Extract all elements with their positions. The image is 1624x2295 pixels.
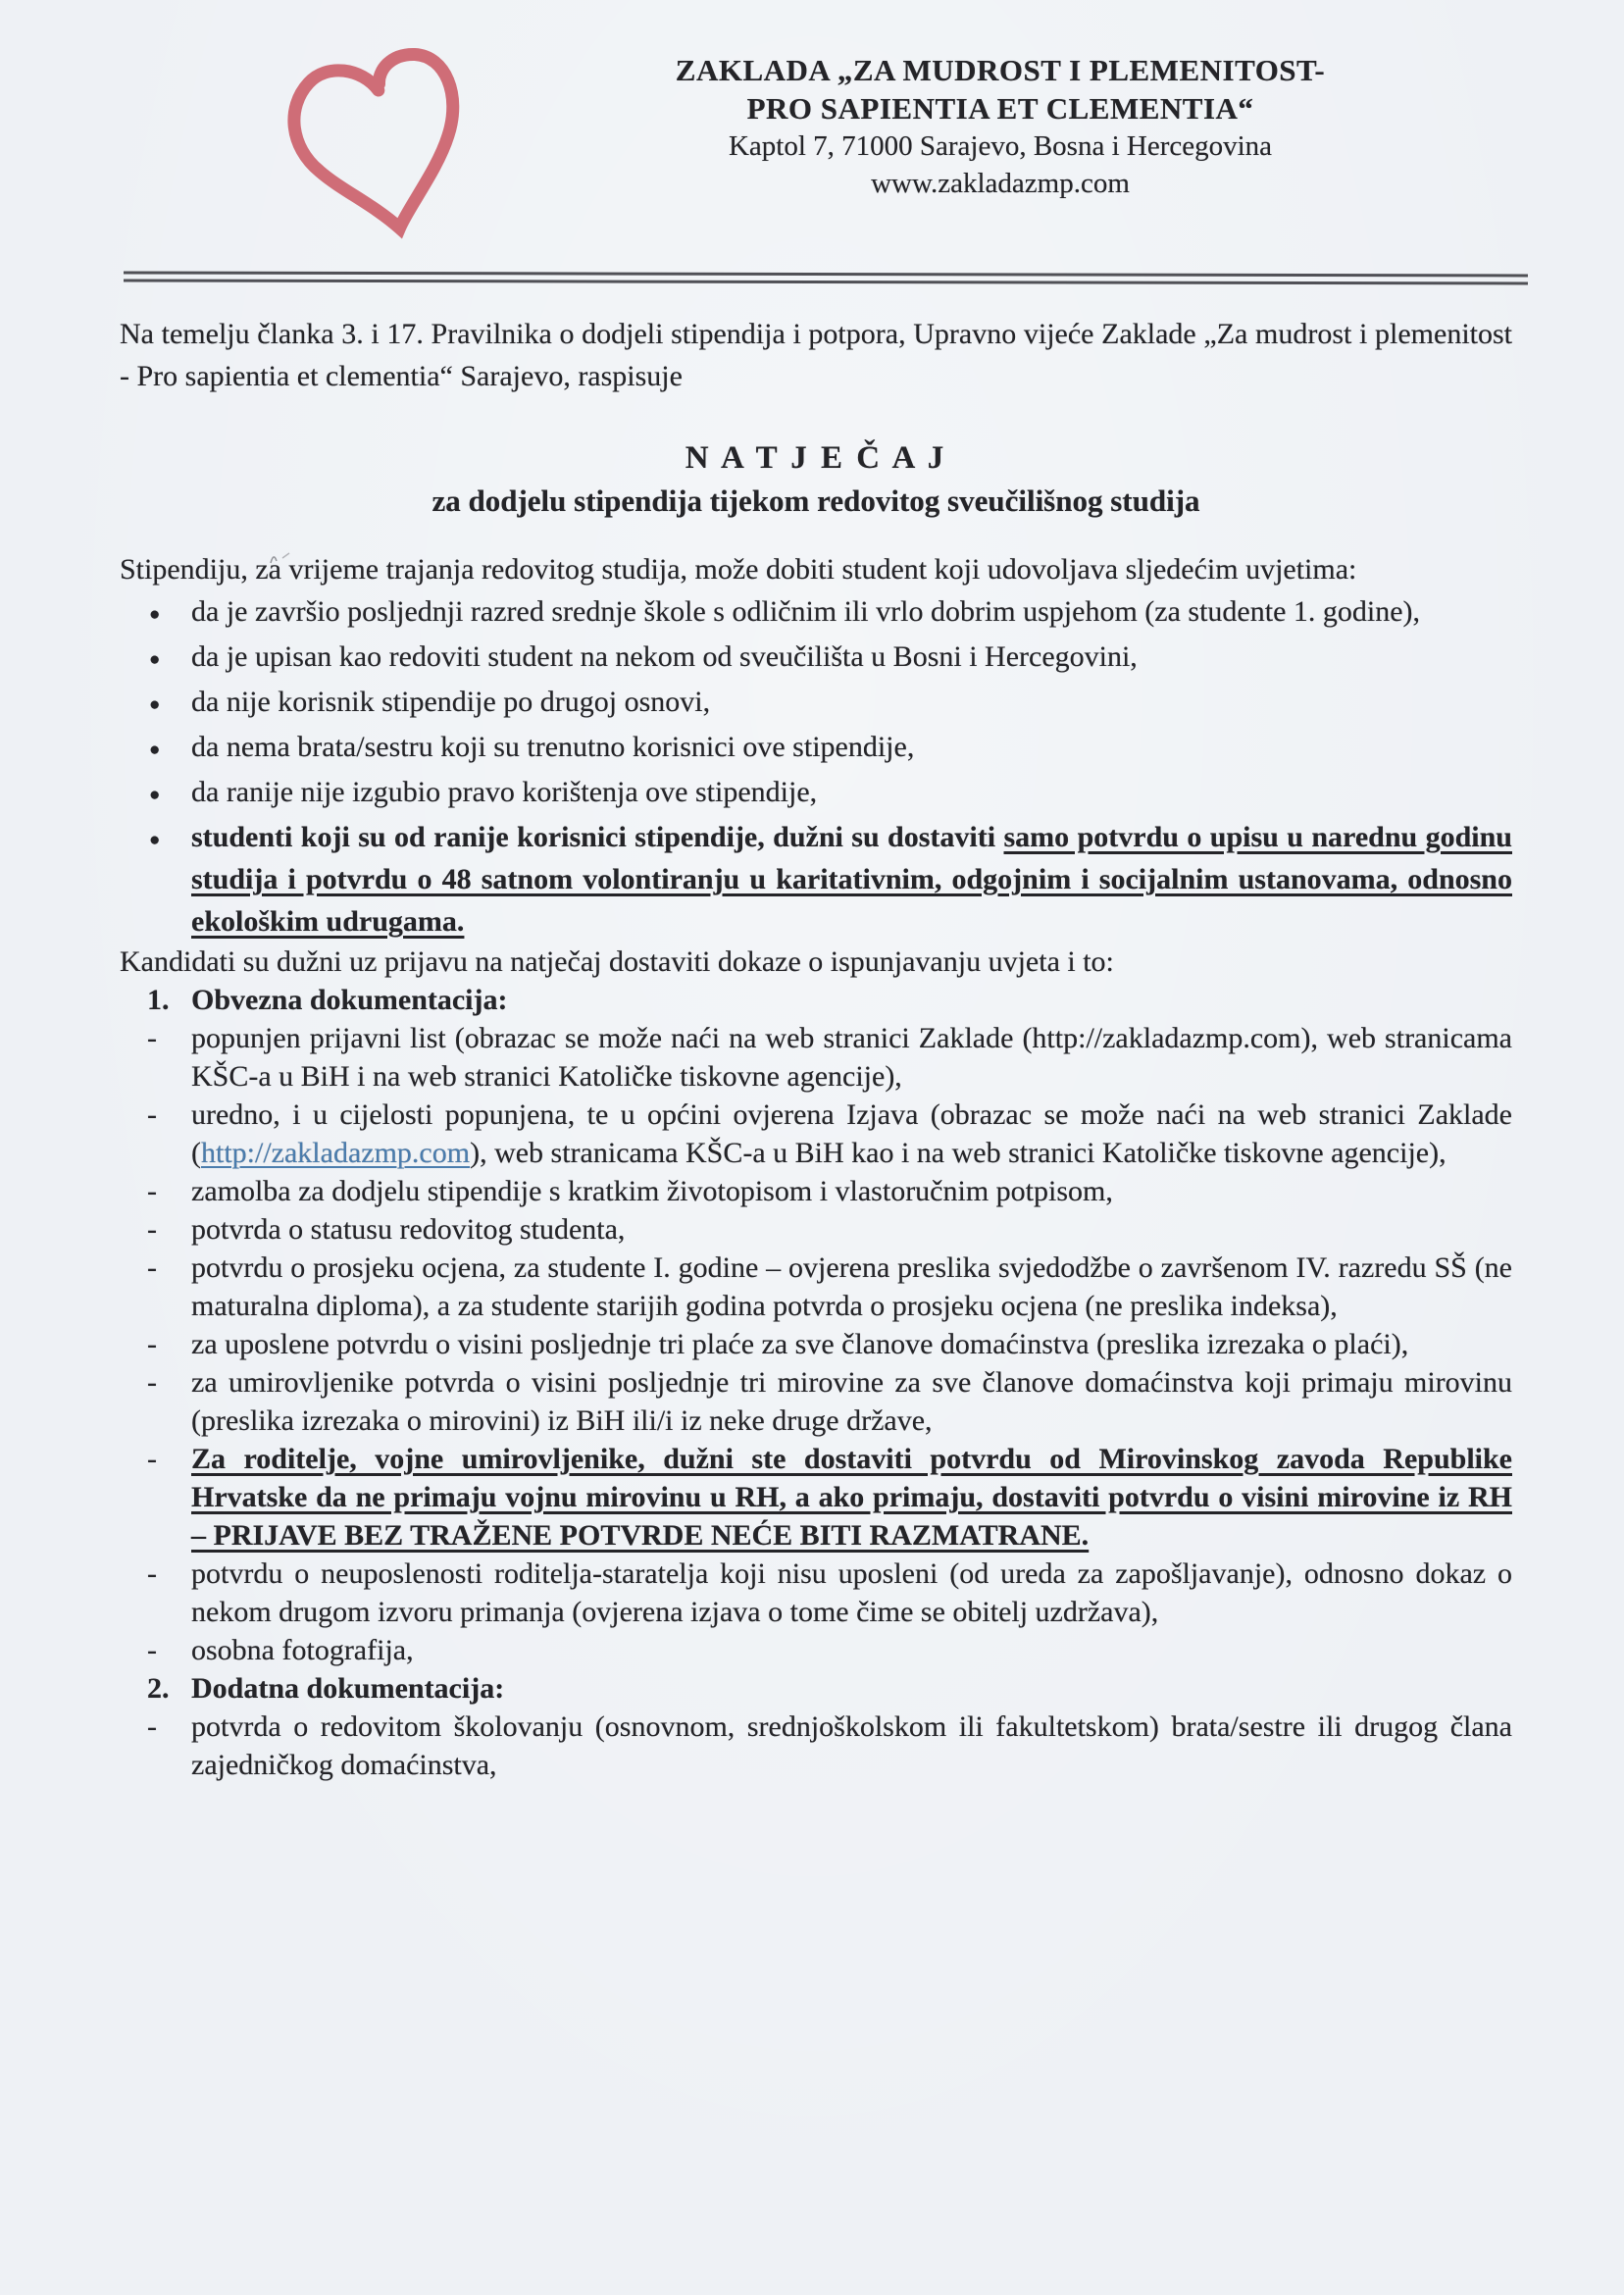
list-item-text: potvrdu o neuposlenosti roditelja-staratelja koji nisu uposleni (od ureda za zapošljavanje), odnosno dokaz o nekom drugom izvoru primanja (ovjerena izjava o tome čime se obitelj uzdržava),: [191, 1557, 1512, 1628]
conditions-intro-text: Stipendiju, za vrijeme trajanja redovitog studija, može dobiti student koji udovoljava sljedećim uvjetima:: [120, 553, 1357, 586]
dash-marker: -: [147, 1443, 157, 1475]
list-item-text: potvrda o redovitom školovanju (osnovnom, srednjoškolskom ili fakultetskom) brata/sestre ili drugog člana zajedničkog domaćinstva,: [191, 1710, 1512, 1781]
list-item-text: zamolba za dodjelu stipendije s kratkim životopisom i vlastoručnim potpisom,: [191, 1175, 1113, 1207]
document-body: [0, 283, 1624, 1784]
section-heading-1: [120, 981, 1512, 1019]
link-item-after: ), web stranicama KŠC-a u BiH kao i na web stranici Katoličke tiskovne agencije),: [470, 1137, 1446, 1169]
final-bullet-underlined: samo potvrdu o upisu u narednu godinu studija i potvrdu o 48 satnom volontiranju u karitativnim, odgojnim i socijalnim ustanovama, odnosno ekološkim udrugama.: [191, 821, 1512, 938]
requirements-section: [120, 943, 1512, 1784]
bullet-icon: ●: [149, 740, 161, 760]
list-item: [147, 1631, 1512, 1669]
bullet-icon: ●: [149, 649, 161, 670]
list-item: [147, 1019, 1512, 1096]
bullet-icon: ●: [149, 785, 161, 805]
list-item: [147, 636, 1512, 681]
list-item: [147, 1210, 1512, 1249]
organization-block: [608, 51, 1393, 202]
list-item-text: da je završio posljednji razred srednje škole s odličnim ili vrlo dobrim uspjehom (za studente 1. godine),: [191, 595, 1421, 628]
dash-marker: -: [147, 1022, 157, 1054]
dash-marker: -: [147, 1366, 157, 1399]
section-number: 2.: [147, 1672, 170, 1705]
dash-marker: -: [147, 1213, 157, 1246]
list-item: [147, 726, 1512, 771]
organization-name-line2: PRO SAPIENTIA ET CLEMENTIA“: [746, 91, 1254, 126]
final-bullet-lead: studenti koji su od ranije korisnici stipendije, dužni su dostaviti: [191, 821, 1004, 853]
dash-marker: -: [147, 1098, 157, 1131]
list-item: [147, 590, 1512, 636]
organization-address: Kaptol 7, 71000 Sarajevo, Bosna i Hercegovina: [728, 130, 1273, 162]
list-item-text: [191, 1096, 1512, 1172]
list-item-text: za uposlene potvrdu o visini posljednje tri plaće za sve članove domaćinstva (preslika izrezaka o plaći),: [191, 1328, 1409, 1360]
list-item-text: [191, 816, 1512, 943]
list-item: [147, 1249, 1512, 1325]
dash-marker: -: [147, 1175, 157, 1207]
list-item-text: za umirovljenike potvrda o visini posljednje tri mirovine za sve članove domaćinstva koji primaju mirovinu (preslika izrezaka o mirovini) iz BiH ili/i iz neke druge države,: [191, 1366, 1512, 1437]
list-item: [147, 1172, 1512, 1210]
section-heading-2: [120, 1669, 1512, 1708]
organization-website: www.zakladazmp.com: [871, 168, 1130, 199]
list-item: [147, 1708, 1512, 1784]
list-item-emphasized: [147, 816, 1512, 943]
list-item-text: popunjen prijavni list (obrazac se može naći na web stranici Zaklade (http://zakladazmp.com), web stranicama KŠC-a u BiH i na web stranici Katoličke tiskovne agencije),: [191, 1022, 1512, 1093]
list-item-text: da nema brata/sestru koji su trenutno korisnici ove stipendije,: [191, 731, 915, 763]
list-item-text: da je upisan kao redoviti student na nekom od sveučilišta u Bosni i Hercegovini,: [191, 640, 1138, 673]
bullet-icon: ●: [149, 830, 161, 850]
list-item: [147, 1325, 1512, 1363]
section-number: 1.: [147, 984, 170, 1016]
list-item-text: da nije korisnik stipendije po drugoj osnovi,: [191, 686, 711, 718]
dash-marker: -: [147, 1710, 157, 1743]
list-item: [147, 681, 1512, 726]
zakladazmp-link[interactable]: http://zakladazmp.com: [201, 1137, 471, 1169]
additional-documents-list: [120, 1708, 1512, 1784]
section-title: Obvezna dokumentacija:: [191, 984, 508, 1016]
list-item-with-link: [147, 1096, 1512, 1172]
scan-smudge: [265, 535, 292, 577]
document-subtitle: za dodjelu stipendija tijekom redovitog sveučilišnog studija: [431, 484, 1200, 518]
document-title: N A T J E Č A J: [685, 440, 947, 476]
heart-logo-icon: [267, 39, 502, 255]
list-item-text: [191, 1440, 1512, 1555]
bullet-icon: ●: [149, 694, 161, 715]
dash-marker: -: [147, 1251, 157, 1284]
dash-marker: -: [147, 1634, 157, 1666]
list-item-emphasized: [147, 1440, 1512, 1555]
list-item-text: potvrdu o prosjeku ocjena, za studente I. godine – ovjerena preslika svjedodžbe o završenom IV. razredu SŠ (ne maturalna diploma), a za studente starijih godina potvrda o prosjeku ocjena (ne preslika indeksa),: [191, 1251, 1512, 1322]
mandatory-documents-list: [120, 1019, 1512, 1669]
list-item: [147, 1363, 1512, 1440]
letterhead: [0, 0, 1624, 271]
section-title: Dodatna dokumentacija:: [191, 1672, 505, 1705]
conditions-intro: [120, 548, 1512, 590]
list-item-text: osobna fotografija,: [191, 1634, 414, 1666]
list-item-text: potvrda o statusu redovitog studenta,: [191, 1213, 626, 1246]
dash-marker: -: [147, 1328, 157, 1360]
list-item: [147, 771, 1512, 816]
bullet-icon: ●: [149, 604, 161, 625]
list-item: [147, 1555, 1512, 1631]
requirements-intro: Kandidati su dužni uz prijavu na natječaj dostaviti dokaze o ispunjavanju uvjeta i to:: [120, 945, 1114, 978]
military-pension-warning: Za roditelje, vojne umirovljenike, dužni ste dostaviti potvrdu od Mirovinskog zavoda Republike Hrvatske da ne primaju vojnu mirovinu u RH, a ako primaju, dostaviti potvrdu o visini mirovine iz RH – PRIJAVE BEZ TRAŽENE POTVRDE NEĆE BITI RAZMATRANE.: [191, 1443, 1512, 1552]
intro-paragraph: Na temelju članka 3. i 17. Pravilnika o dodjeli stipendija i potpora, Upravno vijeće Zaklade „Za mudrost i plemenitost - Pro sapientia et clementia“ Sarajevo, raspisuje: [120, 318, 1512, 392]
dash-marker: -: [147, 1557, 157, 1590]
link-item-before: uredno, i u cijelosti popunjena, te u općini ovjerena Izjava (obrazac se može naći na web stranici Zaklade (: [191, 1098, 1512, 1169]
organization-name-line1: ZAKLADA „ZA MUDROST I PLEMENITOST-: [675, 53, 1326, 87]
list-item-text: da ranije nije izgubio pravo korištenja ove stipendije,: [191, 776, 818, 808]
conditions-bullet-list: [120, 590, 1512, 943]
